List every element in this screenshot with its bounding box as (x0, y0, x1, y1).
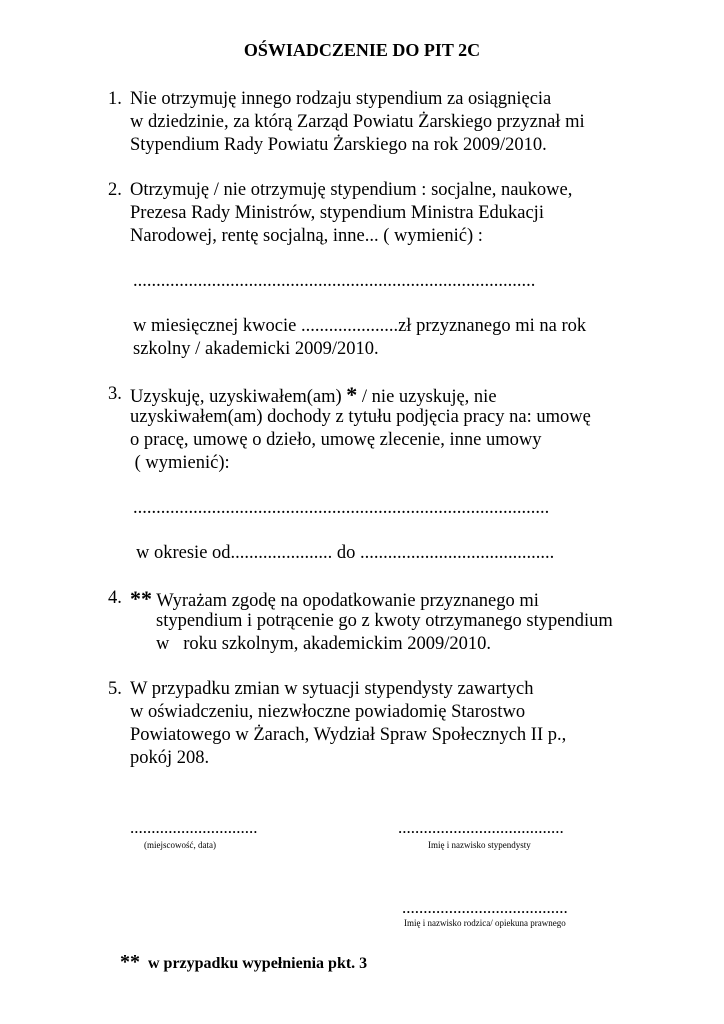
item-3-star: * (346, 382, 358, 407)
item-3-line-2: uzyskiwałem(am) dochody z tytułu podjęcia pracy na: umowę (130, 407, 591, 427)
item-2-line-3: Narodowej, rentę socjalną, inne... ( wymienić) : (130, 226, 483, 246)
item-3-blank-line: .......................................................................................... (133, 498, 550, 518)
item-5-number: 5. (108, 679, 122, 699)
item-4-star: ** (130, 586, 152, 611)
item-2-line-1: Otrzymuję / nie otrzymuję stypendium : socjalne, naukowe, (130, 180, 573, 200)
item-2-number: 2. (108, 180, 122, 200)
parent-name-field: ....................................... (402, 898, 568, 917)
item-3-line-1-part-a: Uzyskuję, uzyskiwałem(am) (130, 387, 347, 407)
footnote-text: w przypadku wypełnienia pkt. 3 (148, 955, 368, 972)
item-4-line-2: stypendium i potrącenie go z kwoty otrzymanego stypendium (156, 611, 613, 631)
item-1-line-1: Nie otrzymuję innego rodzaju stypendium za osiągnięcia (130, 89, 552, 109)
item-3-line-1-part-b: / nie uzyskuję, nie (357, 387, 497, 407)
item-3-period-line: w okresie od...................... do .......................................... (136, 543, 555, 563)
item-2-year-line: szkolny / akademicki 2009/2010. (133, 339, 379, 359)
place-date-label: (miejscowość, data) (144, 840, 216, 850)
item-3-line-4: ( wymienić): (130, 453, 230, 473)
item-1-number: 1. (108, 89, 122, 109)
item-2-line-2: Prezesa Rady Ministrów, stypendium Ministra Edukacji (130, 203, 544, 223)
item-2-amount-line: w miesięcznej kwocie .....................zł przyznanego mi na rok (133, 316, 587, 336)
item-2-blank-line: ....................................................................................... (133, 271, 536, 291)
document-title: OŚWIADCZENIE DO PIT 2C (243, 40, 481, 60)
footnote (120, 951, 367, 974)
item-5-line-2: w oświadczeniu, niezwłoczne powiadomię Starostwo (130, 702, 526, 722)
footnote-star: ** (120, 951, 140, 973)
item-3-number: 3. (108, 384, 122, 404)
item-1-line-3: Stypendium Rady Powiatu Żarskiego na rok 2009/2010. (130, 135, 547, 155)
student-name-label: Imię i nazwisko stypendysty (428, 840, 531, 850)
item-5-line-4: pokój 208. (130, 748, 210, 768)
item-5-line-1: W przypadku zmian w sytuacji stypendysty zawartych (130, 679, 534, 699)
item-4-line-1-text: Wyrażam zgodę na opodatkowanie przyznanego mi (152, 591, 539, 611)
item-4-number: 4. (108, 588, 122, 608)
student-name-field: ....................................... (398, 818, 564, 837)
item-4-line-3: w roku szkolnym, akademickim 2009/2010. (156, 634, 492, 654)
parent-name-label: Imię i nazwisko rodzica/ opiekuna prawnego (404, 918, 566, 928)
item-3-line-3: o pracę, umowę o dzieło, umowę zlecenie, inne umowy (130, 430, 542, 450)
item-5-line-3: Powiatowego w Żarach, Wydział Spraw Społecznych II p., (130, 725, 567, 745)
place-date-field: .............................. (130, 818, 258, 837)
item-1-line-2: w dziedzinie, za którą Zarząd Powiatu Żarskiego przyznał mi (130, 112, 585, 132)
